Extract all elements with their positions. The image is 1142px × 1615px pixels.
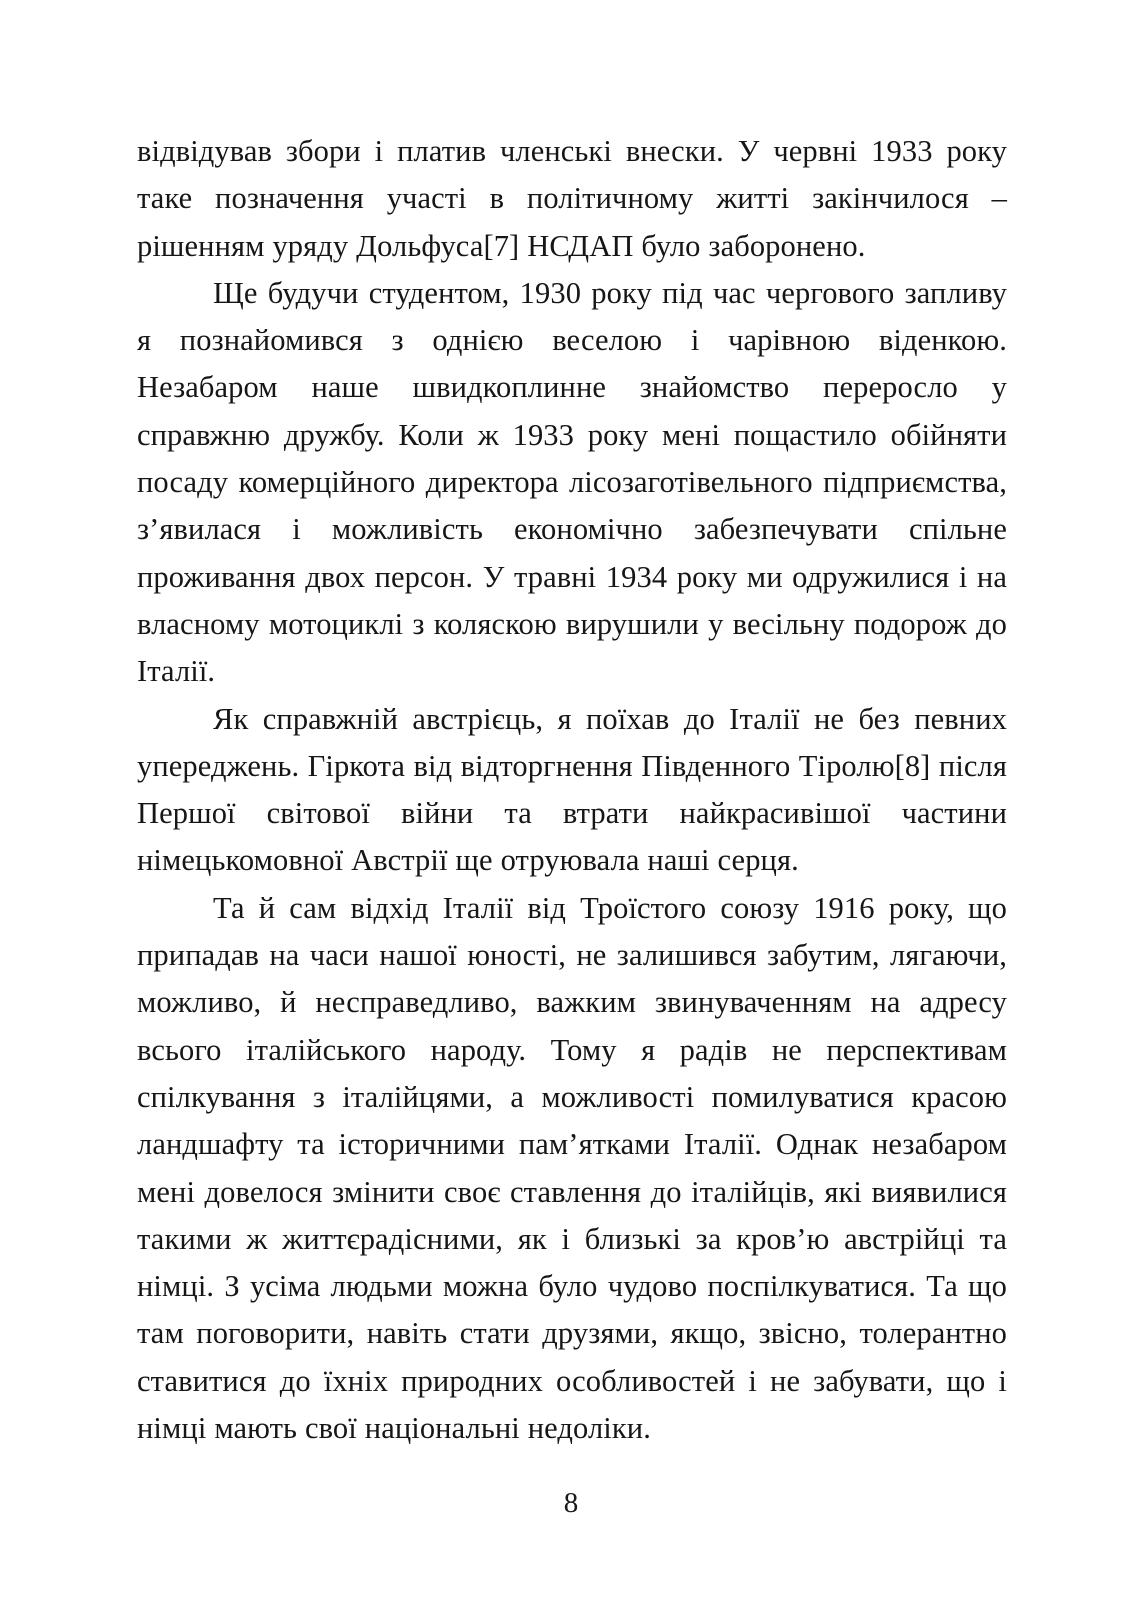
page-text-body	[137, 128, 1007, 1452]
paragraph-3: Як справжній австрієць, я поїхав до Італії не без певних упереджень. Гіркота від відторгнення Південного Тіролю[8] після Першої світової війни та втрати найкрасивішої частини німецькомовної Австрії ще отруювала наші серця.	[137, 701, 1007, 878]
paragraph-1: відвідував збори і платив членські внески. У червні 1933 року таке позначення участі в політичному житті закінчилося – рішенням уряду Дольфуса[7] НСДАП було заборонено.	[137, 134, 1007, 263]
paragraph-2: Ще будучи студентом, 1930 року під час чергового запливу я познайомився з однією веселою і чарівною віденкою. Незабаром наше швидкоплинне знайомство переросло у справжню дружбу. Коли ж 1933 року мені пощастило обійняти посаду комерційного директора лісозаготівельного підприємства, з’явилася і можливість економічно забезпечувати спільне проживання двох персон. У травні 1934 року ми одружилися і на власному мотоциклі з коляскою вирушили у весільну подорож до Італії.	[137, 275, 1007, 689]
page-number: 8	[563, 1487, 579, 1519]
paragraph-4: Та й сам відхід Італії від Троїстого союзу 1916 року, що припадав на часи нашої юності, не залишився забутим, лягаючи, можливо, й несправедливо, важким звинуваченням на адресу всього італійського народу. Тому я радів не перспективам спілкування з італійцями, а можливості помилуватися красою ландшафту та історичними пам’ятками Італії. Однак незабаром мені довелося змінити своє ставлення до італійців, які виявилися такими ж життєрадісними, як і близькі за кров’ю австрійці та німці. З усіма людьми можна було чудово поспілкуватися. Та що там поговорити, навіть стати друзями, якщо, звісно, толерантно ставитися до їхніх природних особливостей і не забувати, що і німці мають свої національні недоліки.	[137, 890, 1007, 1446]
